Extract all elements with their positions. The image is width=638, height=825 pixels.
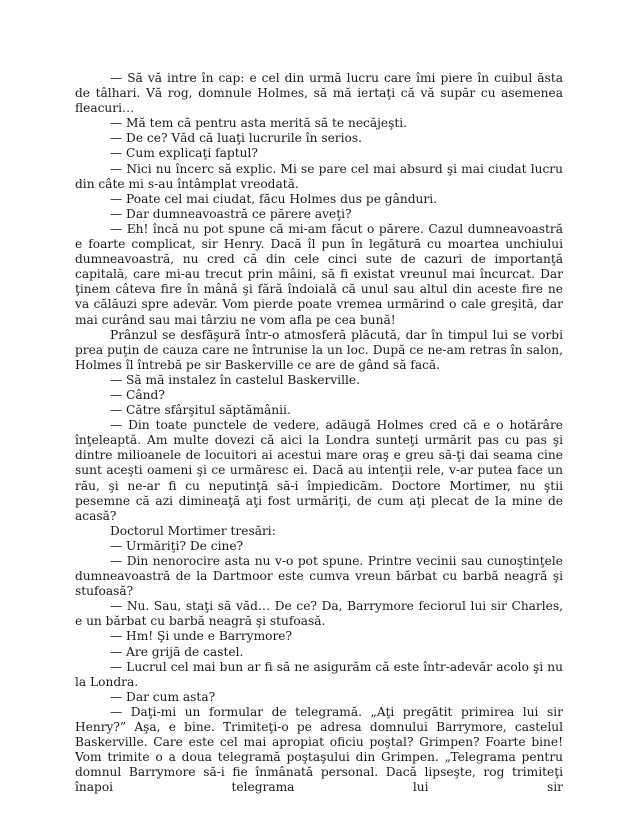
paragraph-16: — Din nenorocire asta nu v-o pot spune. Printre vecinii sau cunoştinţele dumneavoastră de la Dartmoor este cumva vreun bărbat cu barbă neagră şi stufoasă?: [75, 554, 563, 599]
paragraph-2: — Mă tem că pentru asta merită să te necăjeşti.: [110, 116, 408, 131]
paragraph-7: — Dar dumneavoastră ce părere aveţi?: [110, 206, 352, 221]
paragraph-14: Doctorul Mortimer tresări:: [110, 523, 276, 538]
paragraph-19: — Are grijă de castel.: [110, 644, 244, 659]
paragraph-12: — Către sfârşitul săptămânii.: [110, 403, 291, 418]
paragraph-20: — Lucrul cel mai bun ar fi să ne asigurăm că este într-adevăr acolo şi nu la Londra.: [75, 659, 563, 689]
paragraph-5: — Nici nu încerc să explic. Mi se pare cel mai absurd şi mai ciudat lucru din câte mi s-au întâmplat vreodată.: [75, 161, 563, 191]
document-page: [75, 71, 563, 796]
paragraph-13: — Din toate punctele de vedere, adăugă Holmes cred că e o hotărâre înţeleaptă. Am multe dovezi că aici la Londra sunteţi urmărit pas cu pas şi dintre milioanele de locuitori ai acestui mare oraş e greu să-ţi dai seama cine sunt aceşti oameni şi ce urmăresc ei. Dacă au intenţii rele, v-ar putea face un rău, şi ne-ar fi cu neputinţă să-i împiedicăm. Doctore Mortimer, nu ştii pesemne că azi dimineaţă aţi fost urmăriţi, de cum aţi plecat de la mine de acasă?: [75, 418, 563, 523]
paragraph-1: — Să vă intre în cap: e cel din urmă lucru care îmi piere în cuibul ăsta de tâlhari. Vă rog, domnule Holmes, să mă iertaţi că vă supăr cu asemenea fleacuri…: [75, 71, 563, 116]
paragraph-10: — Să mă instalez în castelul Baskerville.: [110, 372, 360, 387]
paragraph-8: — Eh! încă nu pot spune că mi-am făcut o părere. Cazul dumneavoastră e foarte complicat, sir Henry. Dacă îl pun în legătură cu moartea unchiului dumneavoastră, nu cred că din cele cinci sute de cazuri de importanţă capitală, care mi-au trecut prin mâini, să fi existat vreunul mai încurcat. Dar ţinem câteva fire în mână şi fără îndoială că unul sau altul din aceste fire ne va călăuzi spre adevăr. Vom pierde poate vremea urmărind o cale greşită, dar mai curând sau mai târziu ne vom afla pe cea bună!: [75, 221, 563, 327]
paragraph-6: — Poate cel mai ciudat, făcu Holmes dus pe gânduri.: [110, 191, 437, 206]
paragraph-11: — Când?: [110, 387, 165, 402]
paragraph-4: — Cum explicaţi faptul?: [110, 146, 258, 161]
paragraph-18: — Hm! Şi unde e Barrymore?: [110, 629, 293, 644]
paragraph-3: — De ce? Văd că luaţi lucrurile în serios.: [110, 131, 362, 146]
paragraph-21: — Dar cum asta?: [110, 689, 216, 704]
paragraph-9: Prânzul se desfăşură într-o atmosferă plăcută, dar în timpul lui se vorbi prea puţin de cauza care ne întrunise la un loc. După ce ne-am retras în salon, Holmes îl întrebă pe sir Baskerville ce are de gând să facă.: [75, 327, 563, 372]
paragraph-17: — Nu. Sau, staţi să văd… De ce? Da, Barrymore feciorul lui sir Charles, e un bărbat cu barbă neagră şi stufoasă.: [75, 599, 563, 629]
paragraph-22: — Daţi-mi un formular de telegramă. „Aţi pregătit primirea lui sir Henry?” Aşa, e bine. Trimiteţi-o pe adresa domnului Barrymore, castelul Baskerville. Care este cel mai apropiat oficiu poştal? Grimpen? Foarte bine! Vom trimite o a doua telegramă poştaşului din Grimpen. „Telegrama pentru domnul Barrymore să-i fie înmânată personal. Dacă lipseşte, rog trimiteţi înapoi telegrama lui sir: [75, 704, 563, 795]
paragraph-15: — Urmăriţi? De cine?: [110, 538, 244, 553]
